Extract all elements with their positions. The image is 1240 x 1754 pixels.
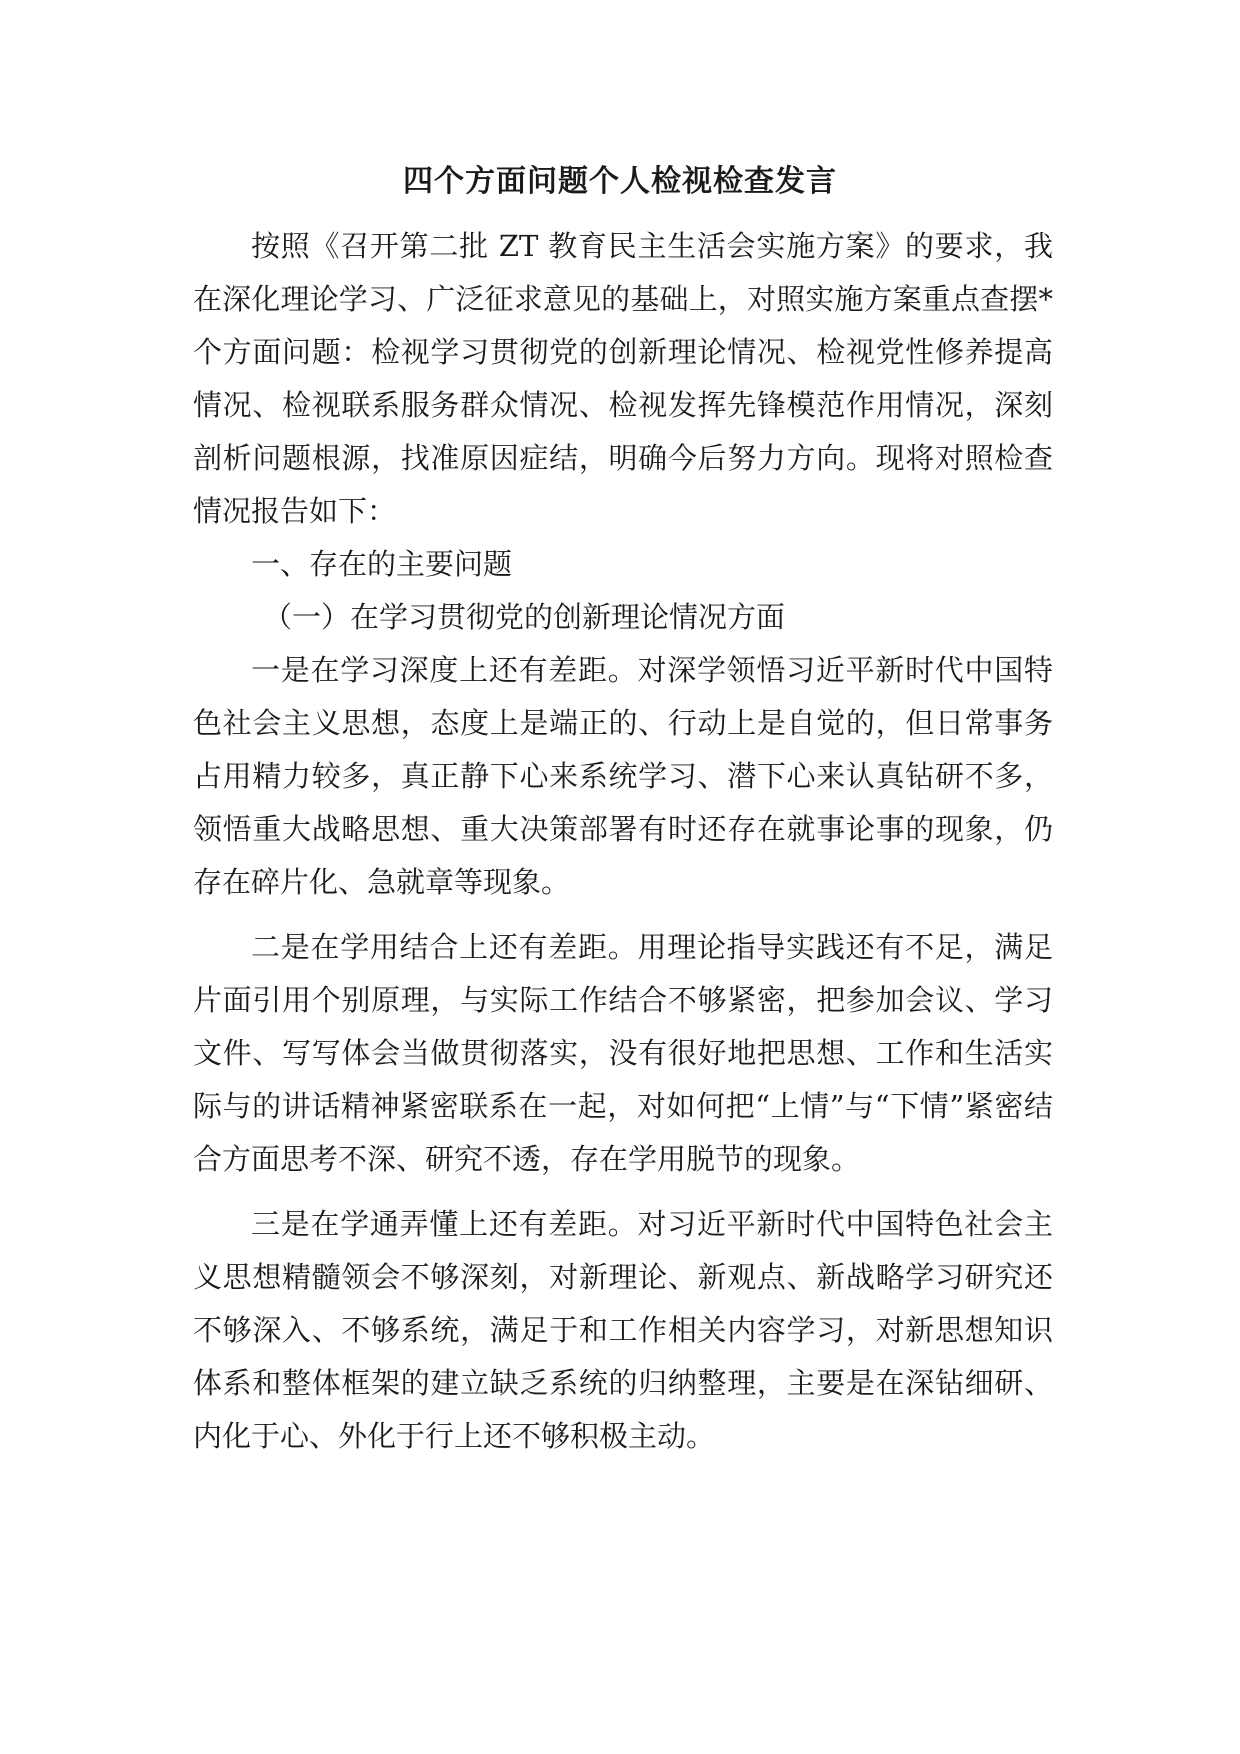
body-paragraph: 三是在学通弄懂上还有差距。对习近平新时代中国特色社会主义思想精髓领会不够深刻，对新理论、新观点、新战略学习研究还不够深入、不够系统，满足于和工作相关内容学习，对新思想知识体系和整体框架的建立缺乏系统的归纳整理，主要是在深钻细研、内化于心、外化于行上还不够积极主动。: [193, 1207, 1053, 1453]
document-body: [193, 220, 1053, 1463]
section-heading: 一、存在的主要问题: [251, 547, 513, 581]
intro-paragraph: 按照《召开第二批 ZT 教育民主生活会实施方案》的要求，我在深化理论学习、广泛征求意见的基础上，对照实施方案重点查摆*个方面问题：检视学习贯彻党的创新理论情况、检视党性修养提高情况、检视联系服务群众情况、检视发挥先锋模范作用情况，深刻剖析问题根源，找准原因症结，明确今后努力方向。现将对照检查情况报告如下：: [193, 229, 1053, 528]
document-title: 四个方面问题个人检视检查发言: [403, 164, 837, 199]
body-paragraph: 一是在学习深度上还有差距。对深学领悟习近平新时代中国特色社会主义思想，态度上是端正的、行动上是自觉的，但日常事务占用精力较多，真正静下心来系统学习、潜下心来认真钻研不多，领悟重大战略思想、重大决策部署有时还存在就事论事的现象，仍存在碎片化、急就章等现象。: [193, 653, 1053, 899]
body-paragraph: 二是在学用结合上还有差距。用理论指导实践还有不足，满足片面引用个别原理，与实际工作结合不够紧密，把参加会议、学习文件、写写体会当做贯彻落实，没有很好地把思想、工作和生活实际与的讲话精神紧密联系在一起，对如何把“上情”与“下情”紧密结合方面思考不深、研究不透，存在学用脱节的现象。: [193, 930, 1053, 1176]
subsection-heading: （一）在学习贯彻党的创新理论情况方面: [263, 600, 786, 634]
